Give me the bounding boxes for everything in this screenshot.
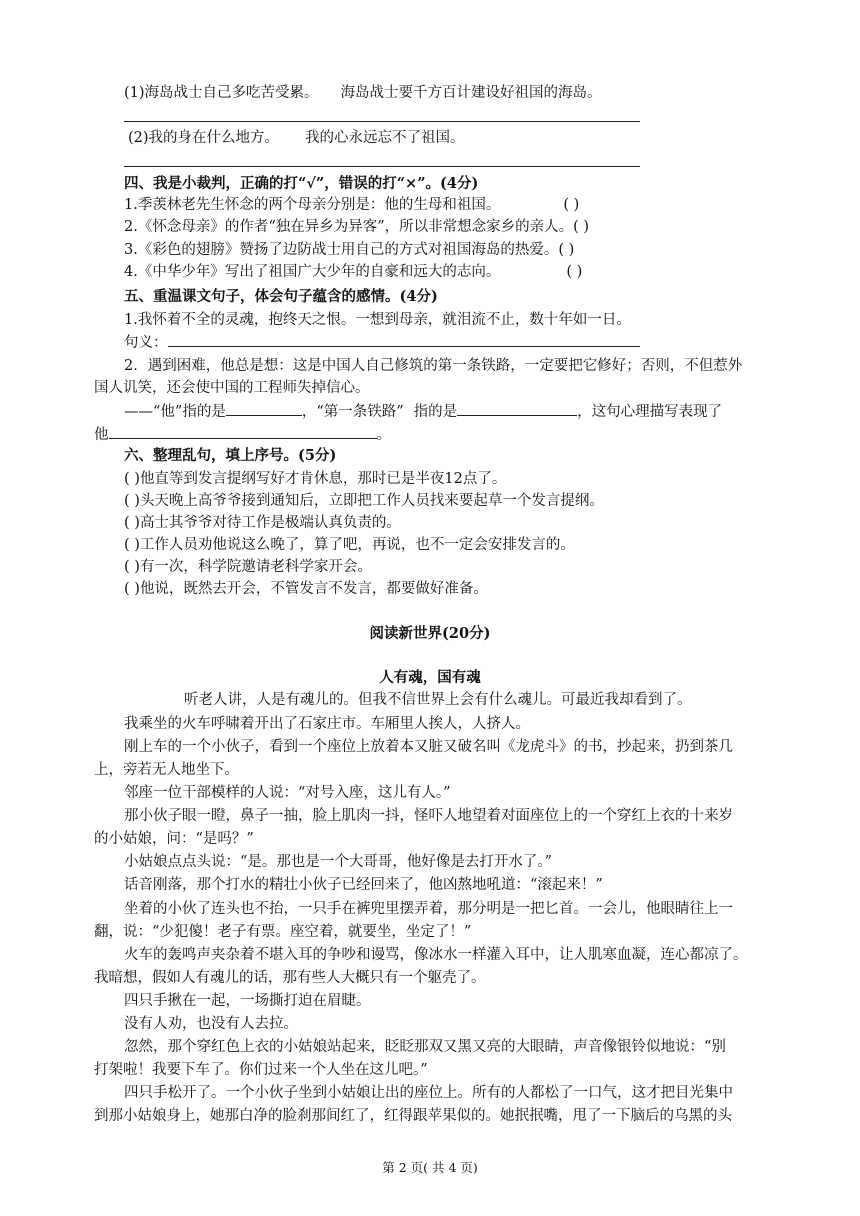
q4-item-1 [124, 195, 579, 215]
q5-question-part: 。 [376, 427, 391, 443]
meaning-answer-line[interactable] [168, 332, 640, 347]
answer-paren[interactable]: ( ) [566, 264, 583, 280]
q4-item-3: 3.《彩色的翅膀》赞扬了边防战士用自己的方式对祖国海岛的热爱。( ) [124, 242, 575, 258]
answer-paren[interactable]: ( ) [124, 515, 140, 531]
q3-item-2 [128, 128, 465, 148]
q4-item-4-text: 4.《中华少年》写出了祖国广大少年的自豪和远大的志向。 [124, 264, 501, 280]
passage-line: 刚上车的一个小伙子，看到一个座位上放着本又脏又破名叫《龙虎斗》的书，抄起来，扔到茶几 [124, 739, 733, 755]
answer-paren[interactable]: ( ) [124, 471, 140, 487]
passage-line: 上，旁若无人地坐下。 [94, 762, 239, 778]
answer-blank[interactable] [226, 401, 302, 416]
answer-paren[interactable]: ( ) [124, 537, 140, 553]
q4-item-4 [124, 262, 582, 282]
passage-line: 我暗想，假如人有魂儿的话，那有些人大概只有一个躯壳了。 [94, 970, 486, 986]
q4-item-1-text: 1.季羡林老先生怀念的两个母亲分别是：他的生母和祖国。 [124, 197, 501, 213]
q5-sentence-1: 1.我怀着不全的灵魂，抱终天之恨。一想到母亲，就泪流不止，数十年如一日。 [124, 312, 631, 328]
passage-title: 人有魂，国有魂 [379, 669, 481, 686]
answer-blank[interactable] [457, 401, 577, 416]
passage-line: 听老人讲，人是有魂儿的。但我不信世界上会有什么魂儿。可最近我却看到了。 [184, 692, 692, 708]
answer-paren[interactable]: ( ) [124, 581, 140, 597]
q5-meaning [124, 332, 640, 353]
passage-line: 打架啦！我要下车了。你们过来一个人坐在这儿吧。” [94, 1062, 428, 1078]
q6-item-text: 他说，既然去开会，不管发言不发言，都要做好准备。 [139, 581, 488, 597]
answer-paren[interactable]: ( ) [124, 493, 140, 509]
section-6-heading: 六、整理乱句，填上序号。(5分) [124, 447, 337, 464]
q5-question-part: 指的是 [413, 404, 458, 420]
passage-line: 忽然，那个穿红色上衣的小姑娘站起来，眨眨那双又黑又亮的大眼睛，声音像银铃似地说：“别 [124, 1039, 726, 1055]
passage-line: 火车的轰鸣声夹杂着不堪入耳的争吵和谩骂，像冰水一样灌入耳中，让人肌寒血凝，连心都凉了。 [124, 947, 748, 963]
q6-item [124, 579, 488, 599]
q3-item-2-sentence-a: (2)我的身在什么地方。 [128, 130, 280, 146]
q5-question-part: ，“第一条铁路” [301, 404, 404, 420]
q5-sentence-2-line1: 2．遇到困难，他总是想：这是中国人自己修筑的第一条铁路，一定要把它修好；否则，不但惹外 [124, 358, 743, 374]
page-footer: 第 2 页( 共 4 页) [382, 1160, 478, 1175]
answer-line [124, 166, 640, 167]
q6-item [124, 535, 575, 555]
q5-question [124, 401, 722, 422]
q6-item [124, 491, 604, 511]
q3-item-2-sentence-b: 我的心永远忘不了祖国。 [305, 130, 465, 146]
q6-item-text: 有一次，科学院邀请老科学家开会。 [139, 559, 372, 575]
q5-question-part: 他 [94, 427, 109, 443]
passage-line: 小姑娘点点头说：“是。那也是一个大哥哥，他好像是去打开水了。” [124, 854, 553, 870]
q6-item-text: 他直等到发言提纲写好才肯休息，那时已是半夜12点了。 [139, 471, 507, 487]
q3-item-1-sentence-a: (1)海岛战士自己多吃苦受累。 [124, 85, 319, 101]
section-5-heading: 五、重温课文句子，体会句子蕴含的感情。(4分) [124, 288, 438, 305]
q5-question-part: ——“他”指的是 [124, 404, 226, 420]
passage-line: 翻，说：“少犯傻！老子有票。座空着，就要坐，坐定了！” [94, 924, 472, 940]
q6-item [124, 469, 506, 489]
q6-item [124, 513, 401, 533]
meaning-label: 句义： [124, 335, 168, 351]
section-4-heading: 四、我是小裁判，正确的打“√”，错误的打“×”。(4分) [124, 175, 479, 192]
answer-blank[interactable] [109, 424, 377, 439]
q5-sentence-2-line2: 国人讥笑，还会使中国的工程师失掉信心。 [94, 380, 370, 396]
q3-item-1-sentence-b: 海岛战士要千方百计建设好祖国的海岛。 [340, 85, 602, 101]
q5-question-cont [94, 424, 391, 445]
q6-item-text: 头天晚上高爷爷接到通知后，立即把工作人员找来要起草一个发言提纲。 [139, 493, 604, 509]
q6-item-text: 工作人员劝他说这么晚了，算了吧，再说，也不一定会安排发言的。 [139, 537, 575, 553]
passage-line: 四只手松开了。一个小伙子坐到小姑娘让出的座位上。所有的人都松了一口气，这才把目光集中 [124, 1085, 733, 1101]
q4-item-2: 2.《怀念母亲》的作者“独在异乡为异客”，所以非常想念家乡的亲人。( ) [124, 219, 590, 235]
passage-line: 我乘坐的火车呼啸着开出了石家庄市。车厢里人挨人，人挤人。 [124, 716, 530, 732]
passage-line: 的小姑娘，问：“是吗？” [94, 831, 254, 847]
passage-line: 没有人劝，也没有人去拉。 [124, 1016, 298, 1032]
q3-item-1 [124, 83, 602, 103]
passage-line: 到那小姑娘身上，她那白净的脸刹那间红了，红得跟苹果似的。她抿抿嘴，甩了一下脑后的乌黑的头 [94, 1108, 732, 1124]
answer-paren[interactable]: ( ) [563, 197, 580, 213]
answer-line [124, 121, 640, 122]
passage-line: 那小伙子眼一瞪，鼻子一抽，脸上肌肉一抖，怪吓人地望着对面座位上的一个穿红上衣的十来岁 [124, 808, 733, 824]
answer-paren[interactable]: ( ) [124, 559, 140, 575]
q6-item-text: 高士其爷爷对待工作是极端认真负责的。 [139, 515, 401, 531]
passage-line: 话音刚落，那个打水的精壮小伙子已经回来了，他凶熬地吼道：“滚起来！” [124, 877, 603, 893]
passage-line: 四只手揪在一起，一场撕打迫在眉睫。 [124, 993, 371, 1009]
q6-item [124, 557, 372, 577]
reading-section-title: 阅读新世界(20分) [369, 625, 491, 642]
passage-line: 邻座一位干部模样的人说：“对号入座，这儿有人。” [124, 785, 451, 801]
q5-question-part: ，这句心理描写表现了 [577, 404, 723, 420]
passage-line: 坐着的小伙了连头也不抬，一只手在裤兜里摆弄着，那分明是一把匕首。一会儿，他眼睛往上一 [124, 901, 733, 917]
